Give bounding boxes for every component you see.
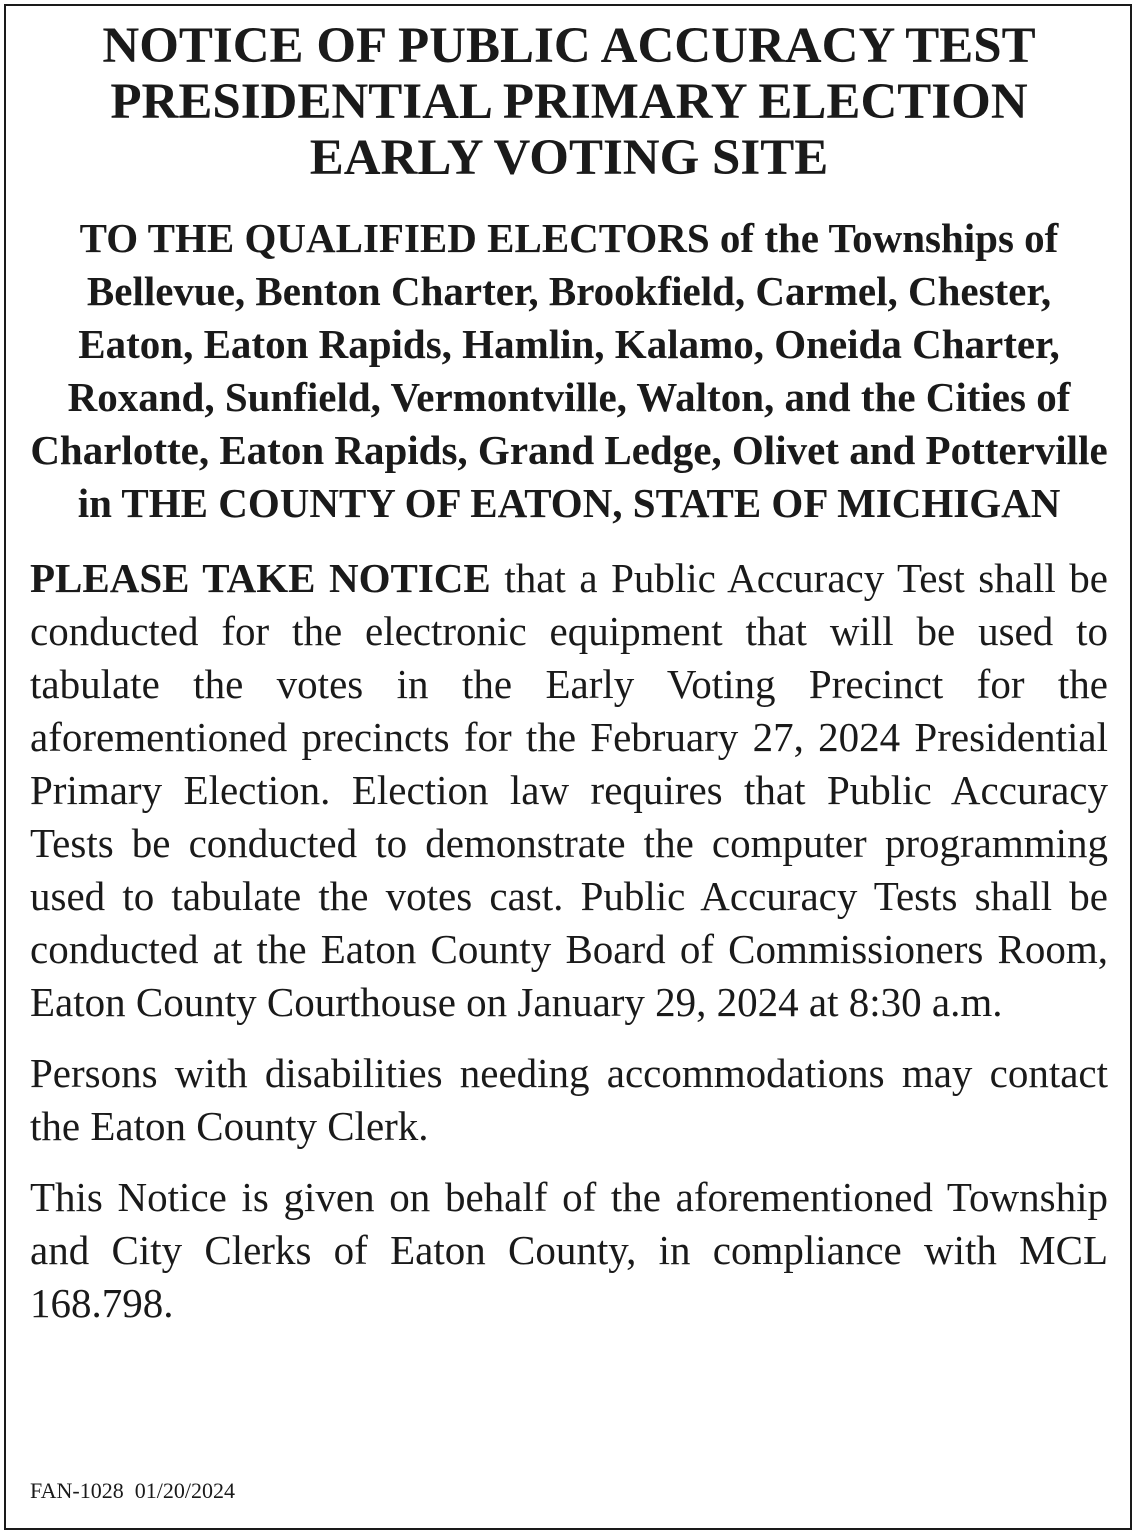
notice-footer bbox=[30, 1478, 235, 1504]
notice-paragraph-2: Persons with disabilities needing accommodations may contact the Eaton County Clerk. bbox=[30, 1050, 1108, 1149]
electors-address: TO THE QUALIFIED ELECTORS of the Townships of Bellevue, Benton Charter, Brookfield, Carmel, Chester, Eaton, Eaton Rapids, Hamlin, Kalamo, Oneida Charter, Roxand, Sunfield, Vermontville, Walton, and the Cities of Charlotte, Eaton Rapids, Grand Ledge, Olivet and Potterville in THE COUNTY OF EATON, STATE OF MICHIGAN bbox=[30, 215, 1108, 526]
notice-body bbox=[30, 18, 1108, 1330]
footer-code: FAN-1028 bbox=[30, 1478, 124, 1503]
notice-paragraph-1-text: that a Public Accuracy Test shall be conducted for the electronic equipment that will be used to tabulate the votes in the Early Voting Precinct for the aforementioned precincts for the February 27, 2024 Presidential Primary Election. Election law requires that Public Accuracy Tests be conducted to demonstrate the computer programming used to tabulate the votes cast. Public Accuracy Tests shall be conducted at the Eaton County Board of Commissioners Room, Eaton County Courthouse on January 29, 2024 at 8:30 a.m. bbox=[30, 555, 1108, 1025]
notice-title bbox=[30, 18, 1108, 186]
notice-lead: PLEASE TAKE NOTICE bbox=[30, 555, 491, 601]
notice-paragraph-1 bbox=[30, 552, 1108, 1029]
notice-paragraph-3: This Notice is given on behalf of the aforementioned Township and City Clerks of Eaton County, in compliance with MCL 168.798. bbox=[30, 1174, 1108, 1326]
title-line-3: EARLY VOTING SITE bbox=[309, 130, 829, 186]
title-line-2: PRESIDENTIAL PRIMARY ELECTION bbox=[110, 74, 1028, 130]
title-line-1: NOTICE OF PUBLIC ACCURACY TEST bbox=[102, 18, 1036, 74]
footer-date: 01/20/2024 bbox=[134, 1478, 235, 1503]
